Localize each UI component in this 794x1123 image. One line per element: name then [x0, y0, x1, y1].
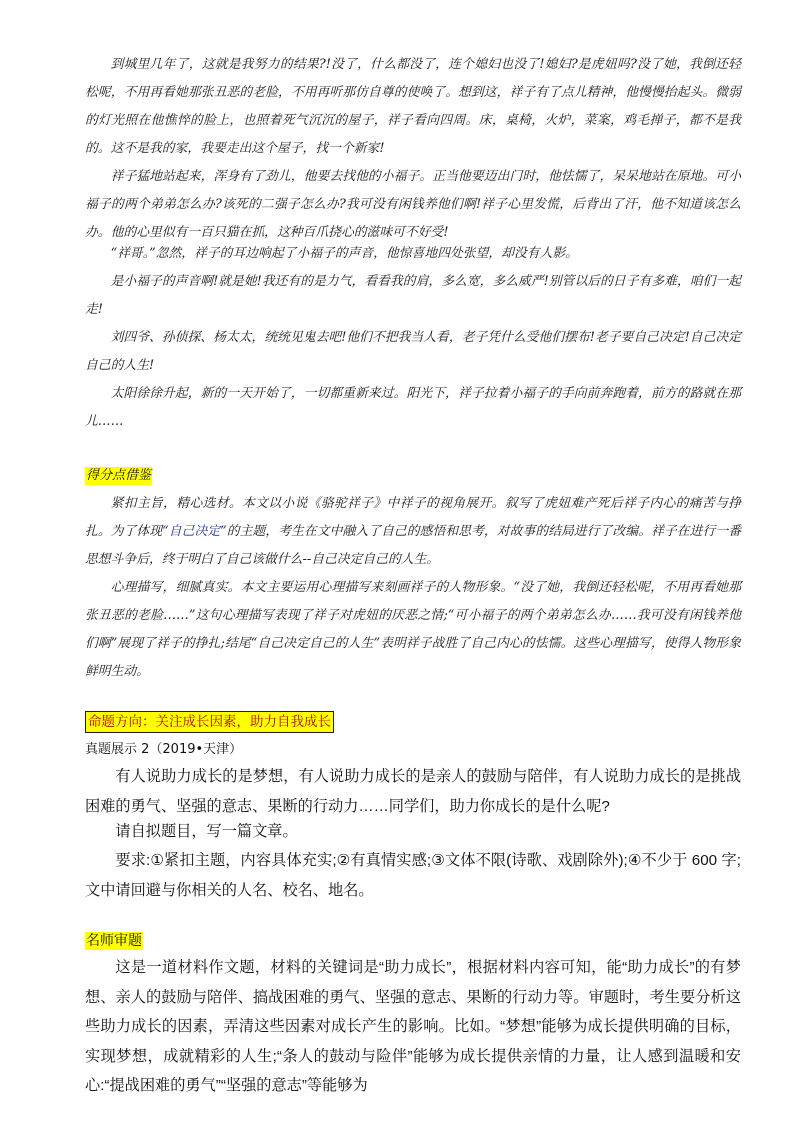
story-paragraph-2: 祥子猛地站起来，浑身有了劲儿，他要去找他的小福子。正当他要迈出门时，他怯懦了，呆呆地站在原地。可小福子的两个弟弟怎么办?该死的二强子怎么办?我可没有闲钱养他们啊!祥子心里发慌，后背出了汗，他不知道该怎么办。他的心里似有一百只猫在抓，这种百爪挠心的滋味可不好受!	[85, 169, 741, 240]
story-paragraph-5: 刘四爷、孙侦探、杨太太，统统见鬼去吧!他们不把我当人看，老子凭什么受他们摆布!老子要自己决定!自己决定自己的人生!	[85, 330, 741, 373]
exam-requirements: 要求:①紧扣主题，内容具体充实;②有真情实感;③文体不限(诗歌、戏剧除外);④不少于 600 字;文中请回避与你相关的人名、校名、地名。	[85, 852, 741, 899]
story-paragraph-3: “祥哥。”忽然，祥子的耳边响起了小福子的声音，他惊喜地四处张望，却没有人影。	[110, 246, 578, 261]
score-points-text-a: 紧扣主旨，精心选材。本文以小说《骆驼祥子》中祥子的视角展开。叙写了虎妞难产死后祥子内心的痛苦与挣扎。为了体现	[85, 496, 741, 539]
analysis-text: 这是一道材料作文题，材料的关键词是“助力成长”，根据材料内容可知，能“助力成长”的有梦想、亲人的鼓励与陪伴、搞战困难的勇气、坚强的意志、果断的行动力等。审题时，考生要分析这些助力成长的因素，弄清这些因素对成长产生的影响。比如。“梦想”能够为成长提供明确的目标，实现梦想，成就精彩的人生;“条人的鼓动与险伴”能够为成长提供亲情的力量，让人感到温暖和安心:“提战困难的勇气”“坚强的意志”等能够为	[85, 959, 741, 1094]
analysis-heading-wrap	[85, 930, 143, 950]
exam-instruction: 请自拟题目，写一篇文章。	[115, 823, 298, 840]
score-points-text-b: 的主题，考生在文中融入了自己的感悟和思考，对故事的结局进行了改编。祥子在进行一番思想斗争后，终于明白了自己该做什么--自己决定自己的人生。	[85, 524, 742, 567]
exam-prompt: 有人说助力成长的是梦想，有人说助力成长的是亲人的鼓励与陪伴，有人说助力成长的是挑战困难的勇气、坚强的意志、果断的行动力……同学们，助力你成长的是什么呢?	[85, 768, 741, 815]
score-points-quote: “自己决定”	[162, 524, 227, 539]
score-points-heading: 得分点借鉴	[86, 468, 152, 483]
analysis-heading: 名师审题	[86, 933, 142, 949]
topic-direction-box: 命题方向：关注成长因素，助力自我成长	[85, 711, 334, 733]
story-paragraph-1: 到城里几年了，这就是我努力的结果?!没了，什么都没了，连个媳妇也没了!媳妇?是虎妞吗?没了她，我倒还轻松呢，不用再看她那张丑恶的老脸，不用再听那仿自尊的使唤了。想到这，祥子有了点儿精神，他慢慢抬起头。微弱的灯光照在他憔悴的脸上，也照着死气沉沉的屋子，祥子看向四周。床，桌椅，火炉，菜案，鸡毛掸子，都不是我的。这不是我的家，我要走出这个屋子，找一个新家!	[85, 57, 741, 156]
score-points-paragraph-1	[85, 490, 741, 574]
score-points-heading-wrap	[85, 464, 152, 485]
story-paragraph-6: 太阳徐徐升起，新的一天开始了，一切都重新来过。阳光下，祥子拉着小福子的手向前奔跑着，前方的路就在那儿……	[85, 386, 741, 429]
exam-label: 真题展示 2（2019•天津）	[85, 742, 243, 757]
score-points-paragraph-2: 心理描写，细腻真实。本文主要运用心理描写来刻画祥子的人物形象。“没了她，我倒还轻松呢，不用再看她那张丑恶的老脸……”这句心理描写表现了祥子对虎妞的厌恶之情;“可小福子的两个弟弟怎么办……我可没有闲钱养他们啊”展现了祥子的挣扎;结尾“自己决定自己的人生”表明祥子战胜了自己内心的怯懦。这些心理描写，使得人物形象鲜明生动。	[85, 580, 741, 679]
story-paragraph-4: 是小福子的声音啊!就是她!我还有的是力气，看看我的肩，多么宽，多么威严!别管以后的日子有多难，咱们一起走!	[85, 274, 741, 317]
